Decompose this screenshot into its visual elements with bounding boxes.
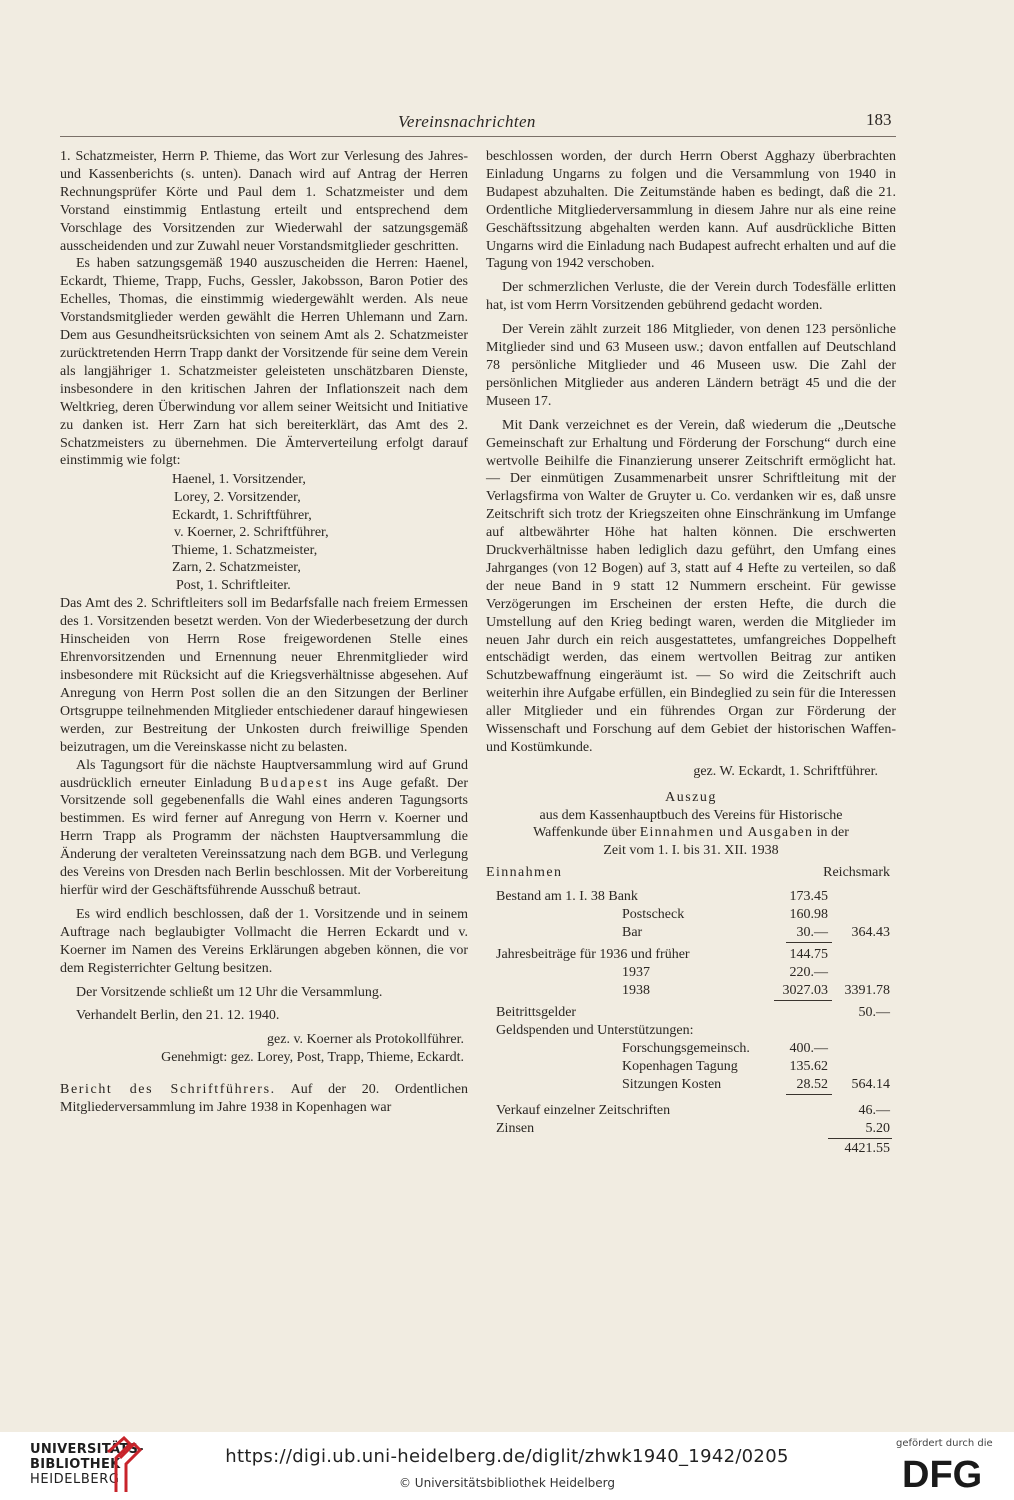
right-column	[486, 148, 896, 1172]
board-member: v. Koerner, 2. Schriftführer,	[174, 525, 329, 541]
ledger-amount: 28.52	[796, 1076, 828, 1092]
ledger-label: Verkauf einzelner Zeitschriften	[496, 1102, 671, 1118]
paragraph: beschlossen worden, der durch Herrn Oberst Agghazy überbrachten Einladung Ungarns zu folgen und die Versammlung von 1940 in Budapest abzuhalten. Die Zeitumstände haben es bedingt, daß die 21. Ordentliche Mitgliederversammlung in diesem Jahre nur als eine reine Geschäftssitzung abgehalten werden kann. Auf ausdrückliche Bitten Ungarns wird die Einladung nach Budapest aufrecht erhalten und auf die Tagung von 1942 verschoben.	[486, 149, 896, 272]
secretary-signature: gez. W. Eckardt, 1. Schriftführer.	[693, 763, 878, 779]
ledger-amount: 3027.03	[782, 982, 828, 998]
ledger-subtitle-line: Zeit vom 1. I. bis 31. XII. 1938	[603, 842, 779, 858]
board-member: Haenel, 1. Vorsitzender,	[172, 472, 306, 488]
ledger-amount: 160.98	[789, 906, 828, 922]
viewer-footer	[0, 1432, 1014, 1500]
ledger-total: 5.20	[865, 1120, 890, 1136]
ledger-total: 364.43	[851, 924, 890, 940]
paragraph: Das Amt des 2. Schriftleiters soll im Bedarfsfalle nach freiem Ermessen des 1. Vorsitzenden besetzt werden. Von der Wiederbesetzung der durch Hinscheiden von Herrn Rose freigewordenen Stelle eines Ehrenvorsitzenden und Ernennung neuer Ehrenmitglieder wird insbesondere mit Rücksicht auf die Kriegsverhältnisse abgesehen. Auf Anregung von Herrn Post sollen die an den Sitzungen der Berliner Ortsgruppe teilnehmenden Mitglieder entschiedener darauf hingewiesen werden, zur Bestreitung der Unkosten durch freiwillige Spenden beizutragen, um die Vereinskasse nicht zu belasten.	[60, 596, 468, 755]
cash-ledger	[486, 862, 896, 1172]
ledger-amount: 400.—	[789, 1040, 828, 1056]
section-heading: Bericht des Schriftführers.	[60, 1082, 276, 1098]
header-rule	[60, 136, 896, 137]
left-column	[60, 148, 468, 1117]
running-header: Vereinsnachrichten	[398, 112, 536, 131]
subtotal-rule	[774, 1000, 832, 1001]
board-member: Lorey, 2. Vorsitzender,	[174, 489, 301, 505]
paragraph: 1. Schatzmeister, Herrn P. Thieme, das Wort zur Verlesung des Jahres- und Kassenberichts (s. unten). Danach wird auf Antrag der Herren Rechnungsprüfer Körte und Paul dem 1. Schatzmeister und dem Vorstand einstimmig Entlastung erteilt und entsprechend dem Vorschlage des Vorsitzenden zur Wiederwahl der satzungsgemäß ausscheidenden und zur Zuwahl neuer Vorstandsmitglieder geschritten.	[60, 149, 468, 254]
paragraph-text: ins Auge gefaßt. Der Vorsitzende soll gegebenenfalls die Wahl eines anderen Tagungsorts bestimmen. Es wird ferner auf Anregung von Herrn v. Koerner und Herrn Trapp als Programm der nächsten Hauptversammlung die Änderung der veralteten Vereinssatzung nach dem BGB. und Verlegung des Vereins von Dresden nach Berlin beschlossen. Mit der Vorbereitung hierfür wird der Geschäftsführende Ausschuß betraut.	[60, 775, 469, 898]
paragraph	[60, 757, 468, 900]
board-member: Thieme, 1. Schatzmeister,	[172, 542, 318, 558]
subtitle-text: Waffenkunde über	[533, 825, 640, 841]
total-rule	[828, 1138, 892, 1139]
ledger-grand-total: 4421.55	[844, 1140, 890, 1156]
ledger-total: 46.—	[858, 1102, 890, 1118]
ledger-amount: 135.62	[789, 1058, 828, 1074]
ledger-column-heading: Reichsmark	[823, 864, 890, 880]
ledger-label: Bestand am 1. I. 38 Bank	[496, 888, 638, 904]
ledger-amount: 144.75	[789, 946, 828, 962]
spaced-city: Budapest	[259, 775, 330, 791]
ledger-total: 3391.78	[844, 982, 890, 998]
subtotal-rule	[786, 942, 832, 943]
dfg-logo-icon	[900, 1452, 1000, 1492]
board-member: Eckardt, 1. Schriftführer,	[172, 507, 312, 523]
paragraph: Der Verein zählt zurzeit 186 Mitglieder, von denen 123 persönliche Mitglieder sind und 63 Museen usw.; davon entfallen auf Deutschland 78 persönliche Mitglieder und 46 Museen usw. Die Zahl der persönlichen Mitglieder aus anderen Ländern beträgt 45 und die der Museen 17.	[486, 322, 896, 409]
closing-line: Der Vorsitzende schließt um 12 Uhr die Versammlung.	[76, 984, 383, 1000]
library-name-line: UNIVERSITÄTS-	[30, 1442, 144, 1457]
ledger-title: Auszug	[665, 789, 717, 805]
paragraph-text: Als Tagungsort für die nächste Hauptversammlung wird auf Grund ausdrücklich erneuter Einladung	[60, 757, 468, 791]
dfg-logo-text: DFG	[902, 1454, 983, 1492]
protocol-signature: gez. v. Koerner als Protokollführer.	[267, 1032, 464, 1048]
ledger-label: Kopenhagen Tagung	[622, 1058, 738, 1074]
page-number: 183	[866, 110, 892, 129]
approval-line: Genehmigt: gez. Lorey, Post, Trapp, Thieme, Eckardt.	[161, 1050, 464, 1066]
board-member-list	[172, 471, 468, 594]
copyright-notice: © Universitätsbibliothek Heidelberg	[398, 1476, 615, 1490]
ledger-label: Geldspenden und Unterstützungen:	[496, 1022, 694, 1038]
paragraph: Der schmerzlichen Verluste, die der Verein durch Todesfälle erlitten hat, ist vom Herrn Vorsitzenden gebührend gedacht worden.	[486, 280, 896, 314]
funding-label: gefördert durch die	[896, 1438, 993, 1449]
ledger-label: Beitrittsgelder	[496, 1004, 577, 1020]
library-name-line: HEIDELBERG	[30, 1472, 120, 1487]
permalink-url[interactable]: https://digi.ub.uni-heidelberg.de/diglit/zhwk1940_1942/0205	[225, 1446, 789, 1467]
ledger-amount: 173.45	[789, 888, 828, 904]
ledger-label: 1937	[622, 964, 650, 980]
paragraph: Es wird endlich beschlossen, daß der 1. Vorsitzende und in seinem Auftrage nach beglaubigter Vollmacht die Herren Eckardt und v. Koerner im Namen des Vereins Erklärungen abgeben können, die vor dem Registerrichter Geltung besitzen.	[60, 906, 468, 976]
paragraph	[60, 1081, 468, 1117]
paragraph-text: Auf der 20. Ordentlichen Mitgliederversammlung im Jahre 1938 in Kopenhagen war	[60, 1082, 468, 1116]
board-member: Post, 1. Schriftleiter.	[176, 577, 291, 593]
paragraph: Es haben satzungsgemäß 1940 auszuscheiden die Herren: Haenel, Eckardt, Thieme, Trapp, Fuchs, Gessler, Jakobsson, Baron Potier des Echelles, Thomas, die einstimmig wiedergewählt werden. Als neue Vorstandsmitglieder werden gewählt die Herren Uhlemann und Zarn. Dem aus Gesundheitsrücksichten von seinem Amt als 2. Schatzmeister zurücktretenden Herrn Trapp dankt der Vorsitzende für seine dem Verein als langjähriger 1. Schatzmeister geleisteten unschätzbaren Dienste, insbesondere in den kritischen Jahren der Inflationszeit nach dem Weltkrieg, deren Überwindung vor allem seiner Weitsicht und Initiative zu danken ist. Herr Zarn hat sich bereiterklärt, das Amt des 2. Schatzmeisters zu übernehmen. Die Ämterverteilung erfolgt darauf einstimmig wie folgt:	[60, 256, 468, 469]
library-name-line: BIBLIOTHEK	[30, 1457, 121, 1472]
ledger-subtitle-line: aus dem Kassenhauptbuch des Vereins für Historische	[539, 807, 843, 823]
ledger-total: 564.14	[851, 1076, 890, 1092]
ledger-amount: 220.—	[789, 964, 828, 980]
subtitle-spaced: Einnahmen und Ausgaben	[639, 825, 814, 841]
ledger-label: Jahresbeiträge für 1936 und früher	[496, 946, 690, 962]
ledger-label: Sitzungen Kosten	[622, 1076, 722, 1092]
ledger-label: Bar	[622, 924, 643, 940]
ledger-label: 1938	[622, 982, 650, 998]
ledger-label: Zinsen	[496, 1120, 535, 1136]
ledger-label: Forschungsgemeinsch.	[622, 1040, 750, 1056]
ledger-label: Postscheck	[622, 906, 685, 922]
paragraph: Mit Dank verzeichnet es der Verein, daß wiederum die „Deutsche Gemeinschaft zur Erhaltung und Förderung der Forschung“ durch eine wertvolle Beihilfe die Finanzierung unserer Zeitschrift ermöglicht hat. — Der einmütigen Zusammenarbeit unsrer Schriftleitung mit der Verlagsfirma von Walter de Gruyter u. Co. verdanken wir es, daß unsre Zeitschrift sich trotz der Kriegszeiten ohne Einschränkung im Umfange auf altbewährter Höhe hat halten können. Die erschwerten Druckverhältnisse haben lediglich dazu geführt, den Umfang eines Jahrganges (von 12 Bogen) auf 3, statt auf 4 Hefte zu verteilen, so daß der neue Band in 9 statt 12 Nummern erscheint. Für gewisse Verzögerungen im Erscheinen der ersten Hefte, die durch die Umstellung auf den Krieg bedingt waren, werden die Mitglieder im neuen Jahr durch ein reich ausgestattetes, umfangreiches Doppelheft entschädigt werden, das einem wertvollen Beitrag zur antiken Schutzbewaffnung eingeräumt ist. — So wird die Zeitschrift auch weiterhin ihre Aufgabe erfüllen, ein Bindeglied zu sein für die Interessen aller Mitglieder und ein führendes Organ zur Förderung der Wissenschaft und Forschung auf dem Gebiet der historischen Waffen- und Kostümkunde.	[486, 417, 896, 755]
subtitle-text: in der	[813, 825, 849, 841]
board-member: Zarn, 2. Schatzmeister,	[172, 560, 301, 576]
ledger-subtitle-line	[486, 824, 896, 842]
ledger-total: 50.—	[858, 1004, 890, 1020]
subtotal-rule	[786, 1094, 832, 1095]
ledger-column-heading: Einnahmen	[486, 864, 563, 880]
place-date-line: Verhandelt Berlin, den 21. 12. 1940.	[76, 1008, 280, 1024]
ledger-amount: 30.—	[796, 924, 828, 940]
